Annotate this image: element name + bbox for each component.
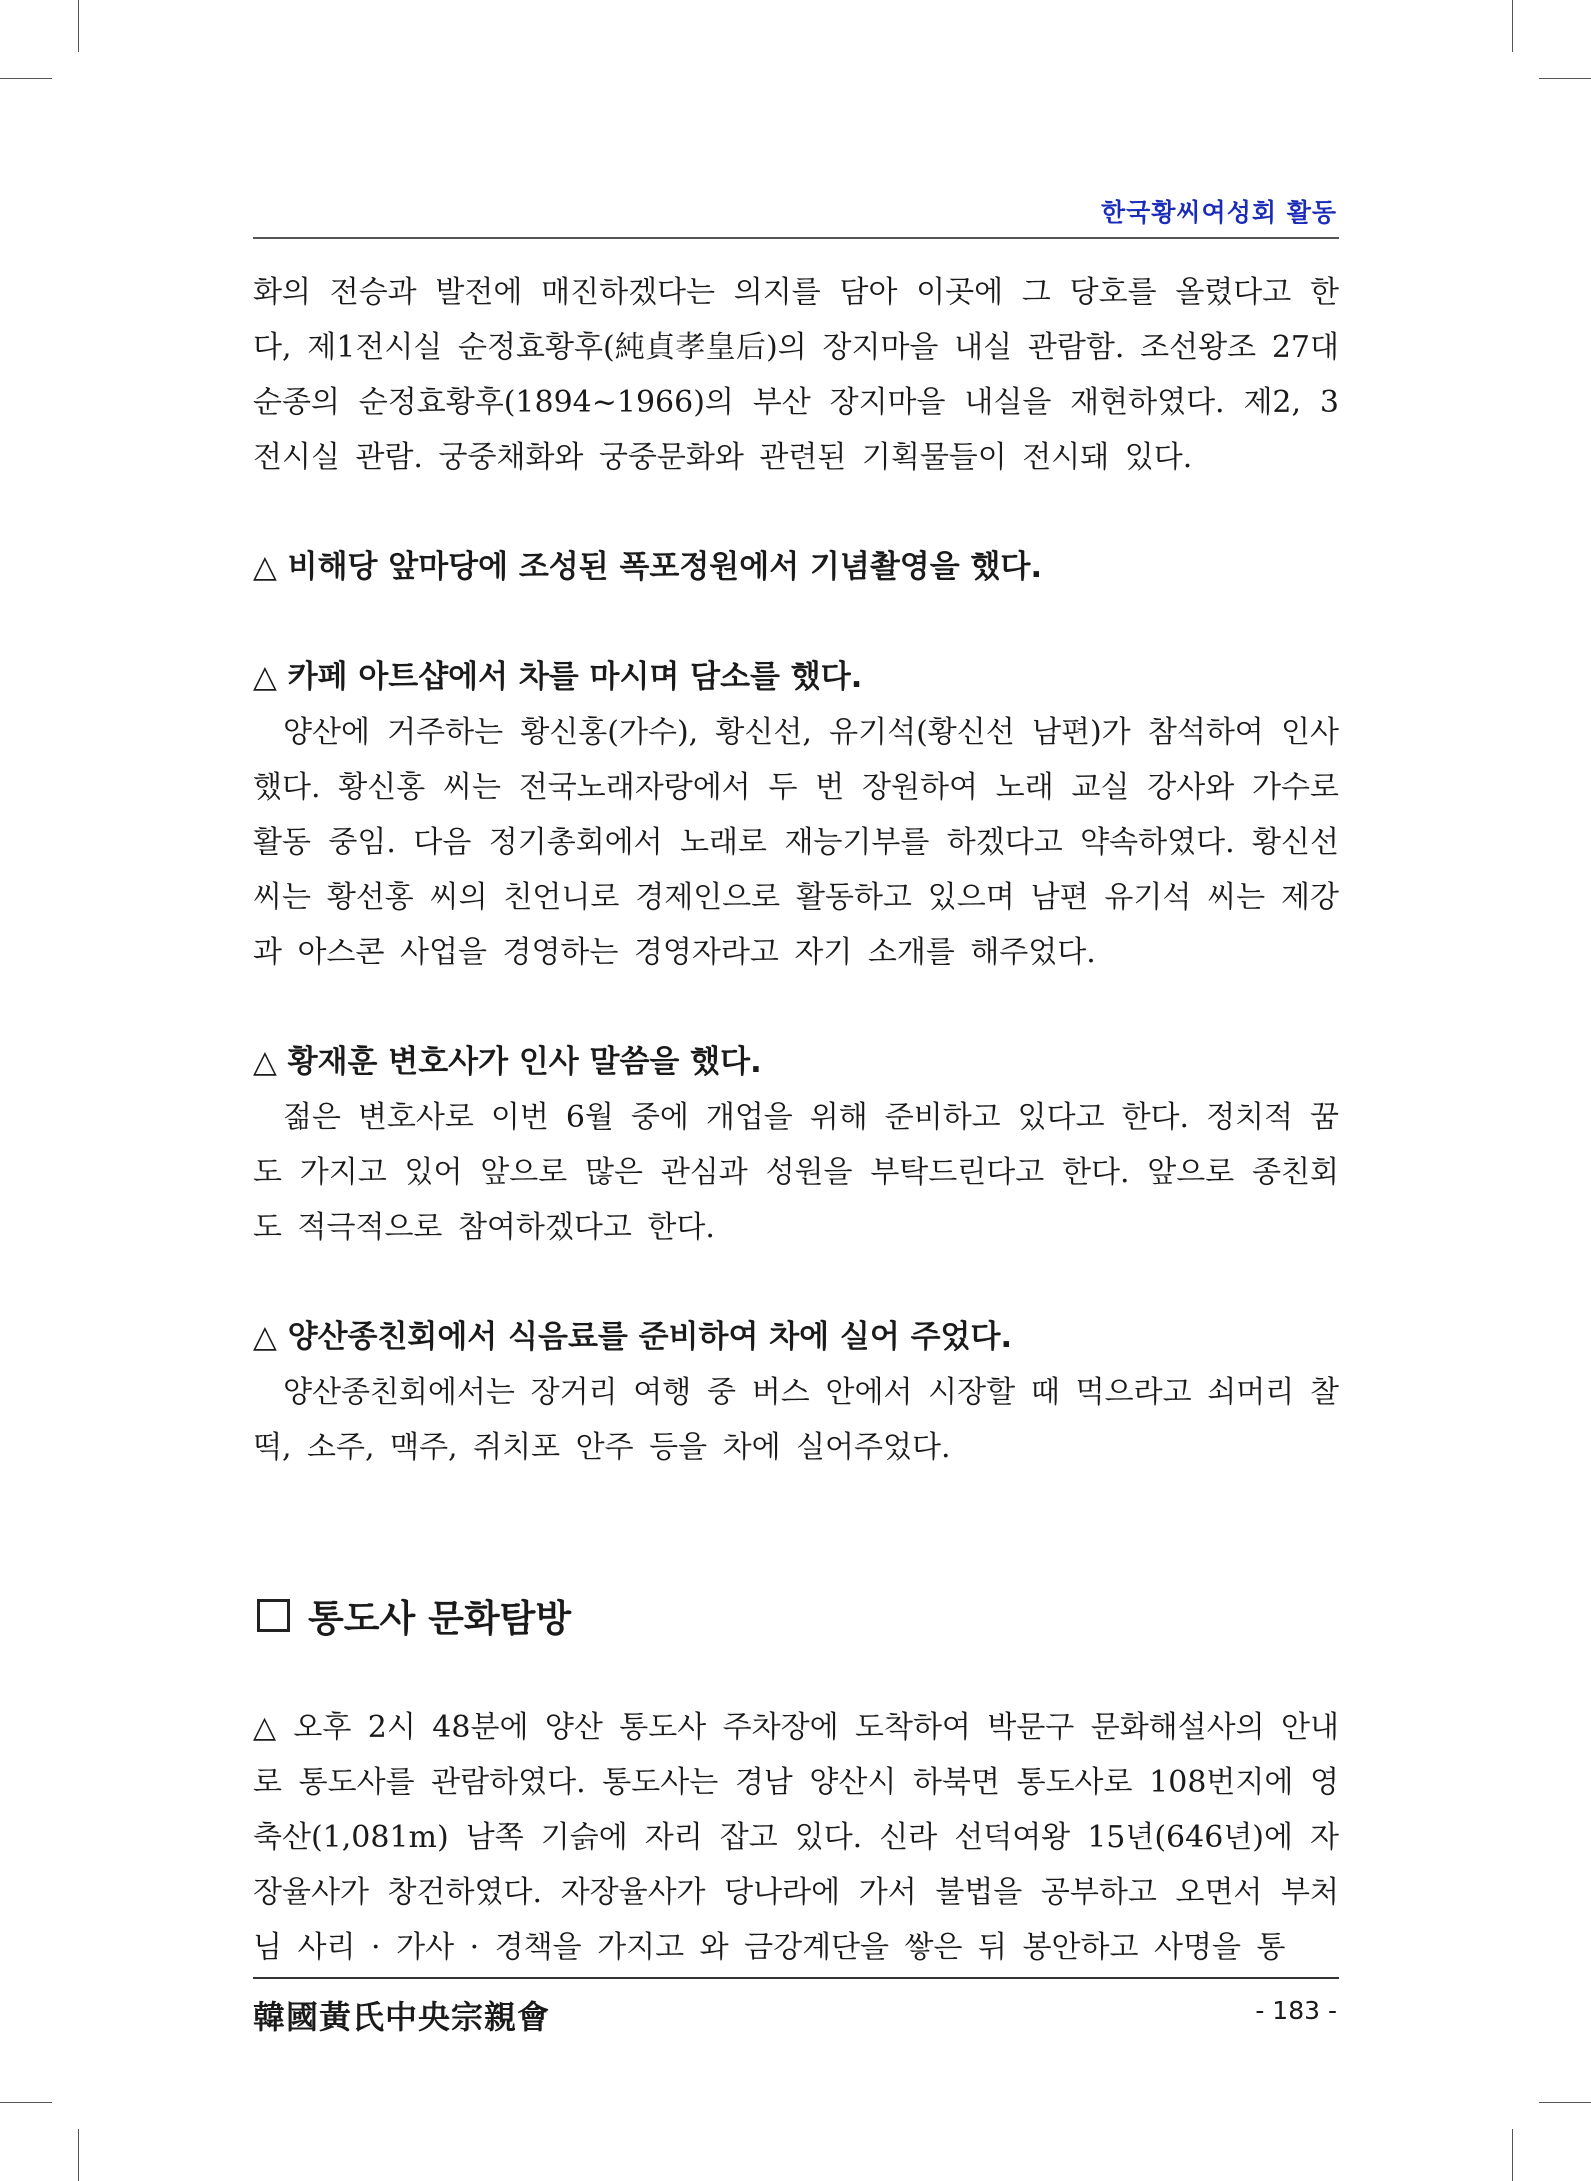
paragraph-lawyer: 젊은 변호사로 이번 6월 중에 개업을 위해 준비하고 있다고 한다. 정치적 꿈도 가지고 있어 앞으로 많은 관심과 성원을 부탁드린다고 한다. 앞으로 종친회도 적극적으로 참여하겠다고 한다. <box>253 1100 1339 1245</box>
paragraph-cafe: 양산에 거주하는 황신홍(가수), 황신선, 유기석(황신선 남편)가 참석하여 인사했다. 황신홍 씨는 전국노래자랑에서 두 번 장원하여 노래 교실 강사와 가수로 활동 중임. 다음 정기총회에서 노래로 재능기부를 하겠다고 약속하였다. 황신선 씨는 황선홍 씨의 친언니로 경제인으로 활동하고 있으며 남편 유기석 씨는 제강과 아스콘 사업을 경영하는 경영자라고 자기 소개를 해주었다. <box>253 715 1339 970</box>
header-rule <box>253 237 1339 239</box>
crop-mark <box>1512 2129 1513 2181</box>
heading-photo: △ 비해당 앞마당에 조성된 폭포정원에서 기념촬영을 했다. <box>253 549 1043 585</box>
heading-lawyer: △ 황재훈 변호사가 인사 말씀을 했다. <box>253 1044 762 1080</box>
paragraph-exhibition: 화의 전승과 발전에 매진하겠다는 의지를 담아 이곳에 그 당호를 올렸다고 한다, 제1전시실 순정효황후(純貞孝皇后)의 장지마을 내실 관람함. 조선왕조 27대 순종의 순정효황후(1894~1966)의 부산 장지마을 내실을 재현하였다. 제2, 3전시실 관람. 궁중채화와 궁중문화와 관련된 기획물들이 전시돼 있다. <box>253 275 1339 475</box>
heading-refreshments: △ 양산종친회에서 식음료를 준비하여 차에 실어 주었다. <box>253 1319 1013 1355</box>
crop-mark <box>0 2102 52 2103</box>
running-header: 한국황씨여성회 활동 <box>1100 198 1337 227</box>
page-number: - 183 - <box>1255 1996 1337 2025</box>
crop-mark <box>1512 0 1513 52</box>
checkbox-square-icon <box>257 1599 290 1632</box>
crop-mark <box>78 2129 79 2181</box>
page-body <box>253 265 1339 1975</box>
crop-mark <box>1539 2102 1591 2103</box>
footer-rule <box>253 1977 1339 1979</box>
footer-organization: 韓國黃氏中央宗親會 <box>253 1998 551 2036</box>
crop-mark <box>1539 78 1591 79</box>
section-title-text: 통도사 문화탐방 <box>308 1597 572 1640</box>
heading-cafe: △ 카페 아트샵에서 차를 마시며 담소를 했다. <box>253 659 863 695</box>
crop-mark <box>78 0 79 52</box>
paragraph-refreshments: 양산종친회에서는 장거리 여행 중 버스 안에서 시장할 때 먹으라고 쇠머리 찰떡, 소주, 맥주, 쥐치포 안주 등을 차에 실어주었다. <box>253 1375 1339 1465</box>
crop-mark <box>0 78 52 79</box>
paragraph-tongdosa: △ 오후 2시 48분에 양산 통도사 주차장에 도착하여 박문구 문화해설사의 안내로 통도사를 관람하였다. 통도사는 경남 양산시 하북면 통도사로 108번지에 영축산(1,081m) 남쪽 기슭에 자리 잡고 있다. 신라 선덕여왕 15년(646년)에 자장율사가 창건하였다. 자장율사가 당나라에 가서 불법을 공부하고 오면서 부처님 사리 · 가사 · 경책을 가지고 와 금강계단을 쌓은 뒤 봉안하고 사명을 통 <box>253 1710 1339 1965</box>
section-title <box>253 1585 1339 1645</box>
